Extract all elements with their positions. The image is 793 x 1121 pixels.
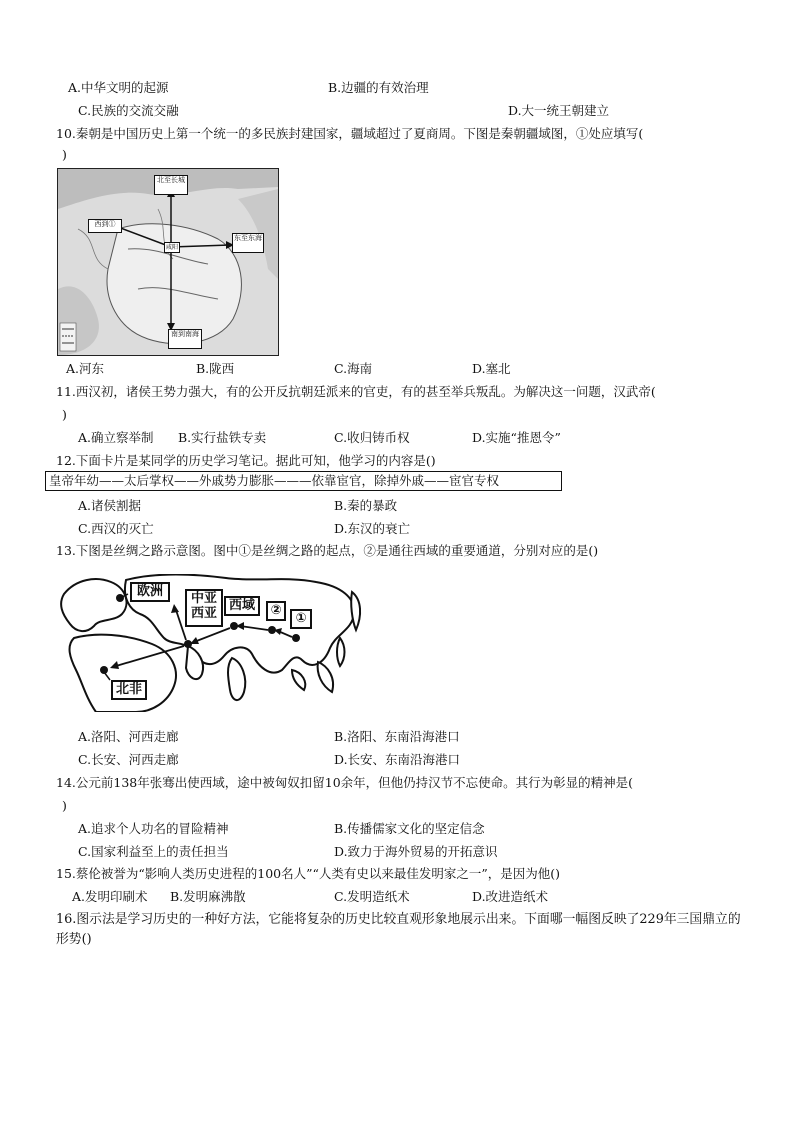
q13-option-a[interactable]: A.洛阳、河西走廊 bbox=[78, 729, 179, 744]
q12-option-a[interactable]: A.诸侯割据 bbox=[78, 498, 142, 513]
q14-option-b[interactable]: B.传播儒家文化的坚定信念 bbox=[334, 821, 485, 836]
q10-option-c[interactable]: C.海南 bbox=[334, 361, 373, 376]
qin-map-north-label: 北至长城 bbox=[154, 175, 188, 195]
q13-stem: 13.下图是丝绸之路示意图。图中①是丝绸之路的起点，②是通往西域的重要通道，分别对应的是() bbox=[56, 543, 599, 558]
q10-stem: 10.秦朝是中国历史上第一个统一的多民族封建国家，疆域超过了夏商周。下图是秦朝疆域图，①处应填写( bbox=[56, 126, 644, 141]
q16-stem: 16.图示法是学习历史的一种好方法，它能将复杂的历史比较直观形象地展示出来。下面哪一幅图反映了229年三国鼎立的形势() bbox=[56, 912, 741, 947]
qin-map-west-label: 西到① bbox=[88, 219, 122, 233]
q14-option-c[interactable]: C.国家利益至上的责任担当 bbox=[78, 844, 229, 859]
q9-option-d[interactable]: D.大一统王朝建立 bbox=[508, 103, 610, 118]
q10-option-b[interactable]: B.陇西 bbox=[196, 361, 235, 376]
q12-note-card-text: 皇帝年幼——太后掌权——外戚势力膨胀———依靠宦官，除掉外戚——宦官专权 bbox=[49, 473, 500, 488]
q14-option-a[interactable]: A.追求个人功名的冒险精神 bbox=[78, 821, 229, 836]
q12-option-b[interactable]: B.秦的暴政 bbox=[334, 498, 398, 513]
q12-option-c[interactable]: C.西汉的灭亡 bbox=[78, 521, 154, 536]
silk-map-xiyu-label: 西域 bbox=[224, 596, 260, 616]
q9-option-b[interactable]: B.边疆的有效治理 bbox=[328, 80, 429, 95]
q14-stem: 14.公元前138年张骞出使西域，途中被匈奴扣留10余年，但他仍持汉节不忘使命。其行为彰显的精神是( bbox=[56, 775, 634, 790]
q14-option-d[interactable]: D.致力于海外贸易的开拓意识 bbox=[334, 844, 498, 859]
q11-option-c[interactable]: C.收归铸币权 bbox=[334, 430, 410, 445]
q15-option-c[interactable]: C.发明造纸术 bbox=[334, 889, 410, 904]
q9-option-a[interactable]: A.中华文明的起源 bbox=[68, 80, 169, 95]
silk-map-marker-one: ① bbox=[290, 609, 312, 629]
qin-map-center-label: 咸阳 bbox=[165, 244, 178, 251]
qin-map-graphic bbox=[58, 169, 278, 355]
q13-option-b[interactable]: B.洛阳、东南沿海港口 bbox=[334, 729, 460, 744]
q12-option-d[interactable]: D.东汉的衰亡 bbox=[334, 521, 411, 536]
q11-option-b[interactable]: B.实行盐铁专卖 bbox=[178, 430, 267, 445]
qin-territory-map bbox=[57, 168, 279, 356]
q15-option-b[interactable]: B.发明麻沸散 bbox=[170, 889, 246, 904]
silk-road-map bbox=[56, 574, 374, 712]
q9-option-c[interactable]: C.民族的交流交融 bbox=[78, 103, 179, 118]
q11-stem-end: ) bbox=[62, 407, 67, 422]
q10-option-a[interactable]: A.河东 bbox=[66, 361, 105, 376]
q10-option-d[interactable]: D.塞北 bbox=[472, 361, 511, 376]
q12-stem: 12.下面卡片是某同学的历史学习笔记。据此可知，他学习的内容是() bbox=[56, 453, 436, 468]
q11-option-a[interactable]: A.确立察举制 bbox=[78, 430, 154, 445]
q13-option-c[interactable]: C.长安、河西走廊 bbox=[78, 752, 179, 767]
q11-option-d[interactable]: D.实施“推恩令” bbox=[472, 430, 561, 445]
q15-stem: 15.蔡伦被誉为“影响人类历史进程的100名人”“人类有史以来最佳发明家之一”，是因为他() bbox=[56, 866, 561, 881]
qin-map-south-label: 南到南海 bbox=[168, 329, 202, 349]
q14-stem-end: ) bbox=[62, 798, 67, 813]
q12-note-card bbox=[45, 471, 562, 491]
silk-map-europe-label: 欧洲 bbox=[130, 582, 170, 602]
q15-option-a[interactable]: A.发明印刷术 bbox=[72, 889, 148, 904]
q10-stem-end: ) bbox=[62, 147, 67, 162]
qin-map-east-label: 东至东海 bbox=[232, 233, 264, 253]
q11-stem: 11.西汉初，诸侯王势力强大，有的公开反抗朝廷派来的官吏，有的甚至举兵叛乱。为解决这一问题，汉武帝( bbox=[56, 384, 656, 399]
q15-option-d[interactable]: D.改进造纸术 bbox=[472, 889, 549, 904]
silk-map-marker-two: ② bbox=[266, 601, 286, 621]
silk-map-central-west-asia-label: 中亚 西亚 bbox=[185, 589, 223, 627]
silk-map-north-africa-label: 北非 bbox=[111, 680, 147, 700]
q13-option-d[interactable]: D.长安、东南沿海港口 bbox=[334, 752, 461, 767]
